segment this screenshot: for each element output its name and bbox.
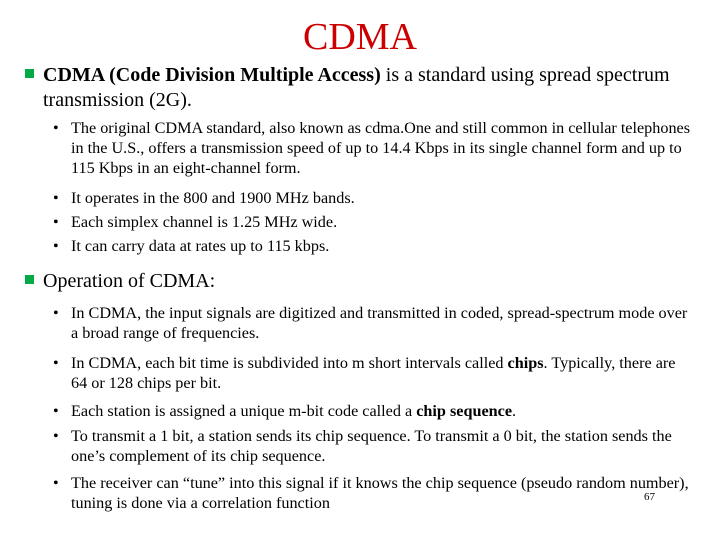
dot-bullet-icon: • [53,189,59,207]
dot-bullet-icon: • [53,213,59,231]
sub-bullet-text: The receiver can “tune” into this signal if it knows the chip sequence (pseudo random number), tuning is done via a correlation function [71,474,689,512]
chip-sequence-term: chip sequence [416,402,513,420]
cdma-term: CDMA (Code Division Multiple Access) [43,64,381,86]
sub-bullet-item [53,402,691,422]
sub-bullet-text: It operates in the 800 and 1900 MHz bands. [71,189,355,207]
sub-bullet-item [53,119,691,178]
dot-bullet-icon: • [53,474,59,492]
dot-bullet-icon: • [53,402,59,420]
dot-bullet-icon: • [53,427,59,445]
sub-bullet-item [53,189,691,209]
sub-bullet-item [53,213,691,233]
sub-bullet-text: The original CDMA standard, also known as cdma.One and still common in cellular telephones in the U.S., offers a transmission speed of up to 14.4 Kbps in its single channel form and up to 115 Kbps in an eight-channel form. [71,119,691,177]
dot-bullet-icon: • [53,304,59,322]
sub-bullet-text: Each simplex channel is 1.25 MHz wide. [71,213,338,231]
sub-bullet-item [53,427,691,467]
cdma-definition-text: is a standard using spread spectrum transmission (2G). [43,64,670,111]
sub-bullet-text-start: In CDMA, each bit time is subdivided into m short intervals called [71,354,508,372]
dot-bullet-icon: • [53,119,59,137]
square-bullet-icon [25,69,34,78]
chips-term: chips [507,354,544,372]
sub-bullet-text: It can carry data at rates up to 115 kbps. [71,237,330,255]
dot-bullet-icon: • [53,237,59,255]
slide-title: CDMA [302,16,418,58]
sub-bullet-item [53,304,691,344]
sub-bullet-text: To transmit a 1 bit, a station sends its chip sequence. To transmit a 0 bit, the station sends the one’s complement of its chip sequence. [71,427,672,465]
square-bullet-icon [25,275,34,284]
sub-bullet-item [53,354,691,394]
sub-bullet-item [53,474,691,514]
operation-heading: Operation of CDMA: [43,270,216,292]
sub-bullet-text-start: Each station is assigned a unique m-bit code called a [71,402,417,420]
sub-bullet-text: In CDMA, the input signals are digitized and transmitted in coded, spread-spectrum mode over a broad range of frequencies. [71,304,688,342]
sub-bullet-text-end: . [512,402,517,420]
sub-bullet-text-end: . Typically, there are 64 or 128 chips per bit. [71,354,676,392]
main-bullet-cdma-definition [43,63,693,113]
page-number: 67 [644,491,655,503]
main-bullet-operation [43,269,693,294]
dot-bullet-icon: • [53,354,59,372]
sub-bullet-item [53,237,691,257]
